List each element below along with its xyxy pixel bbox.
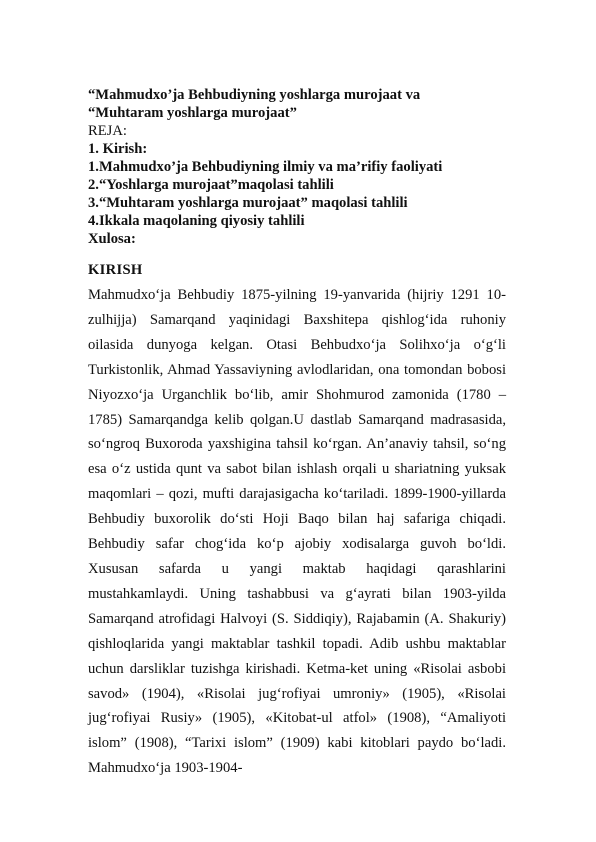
title-line-2: “Muhtaram yoshlarga murojaat” [88,105,297,121]
title-line-1: “Mahmudxo’ja Behbudiyning yoshlarga murojaat va [88,87,421,103]
intro-paragraph: Mahmudxo‘ja Behbudiy 1875-yilning 19-yanvarida (hijriy 1291 10-zulhijja) Samarqand yaqinidagi Baxshitepa qishlog‘ida ruhoniy oilasida dunyoga kelgan. Otasi Behbudxo‘ja Solihxo‘ja o‘g‘li Turkistonlik, Ahmad Yassaviyning avlodlaridan, ona tomondan bobosi Niyozxo‘ja Urganchlik bo‘lib, amir Shohmurod zamonida (1780 – 1785) Samarqandga kelib qolgan.U dastlab Samarqand madrasasida, so‘ngroq Buxoroda yaxshigina tahsil ko‘rgan. An’anaviy tahsil, so‘ng esa o‘z ustida qunt va sabot bilan ishlash orqali u shariatning yuksak maqomlari – qozi, mufti darajasigacha ko‘tariladi. 1899-1900-yillarda Behbudiy buxorolik do‘sti Hoji Baqo bilan haj safariga chiqadi. Behbudiy safar chog‘ida ko‘p ajobiy xodisalarga guvoh bo‘ldi. Xususan safarda u yangi maktab haqidagi qarashlarini mustahkamlaydi. Uning tashabbusi va g‘ayrati bilan 1903-yilda Samarqand atrofidagi Halvoyi (S. Siddiqiy), Rajabamin (A. Shakuriy) qishloqlarida yangi maktablar tashkil topadi. Adib ushbu maktablar uchun darsliklar tuzishga kirishadi. Ketma-ket uning «Risolai asbobi savod» (1904), «Risolai jug‘rofiyai umroniy» (1905), «Risolai jug‘rofiyai Rusiy» (1905), «Kitobat-ul atfol» (1908), “Amaliyoti islom” (1908), “Tarixi islom” (1909) kabi kitoblari paydo bo‘ladi. Mahmudxo‘ja 1903-1904- [88,287,506,777]
plan-item-4: 4.Ikkala maqolaning qiyosiy tahlili [88,213,305,229]
document-page [88,86,506,781]
plan-list [88,140,506,230]
document-title [88,86,506,122]
plan-item-2: 2.“Yoshlarga murojaat”maqolasi tahlili [88,177,334,193]
plan-item-1: 1.Mahmudxo’ja Behbudiyning ilmiy va ma’rifiy faoliyati [88,159,443,175]
conclusion-label: Xulosa: [88,231,136,247]
plan-item-3: 3.“Muhtaram yoshlarga murojaat” maqolasi tahlili [88,195,408,211]
section-heading-kirish: KIRISH [88,262,143,278]
plan-item-intro: 1. Kirish: [88,141,148,157]
plan-heading: REJA: [88,123,127,139]
